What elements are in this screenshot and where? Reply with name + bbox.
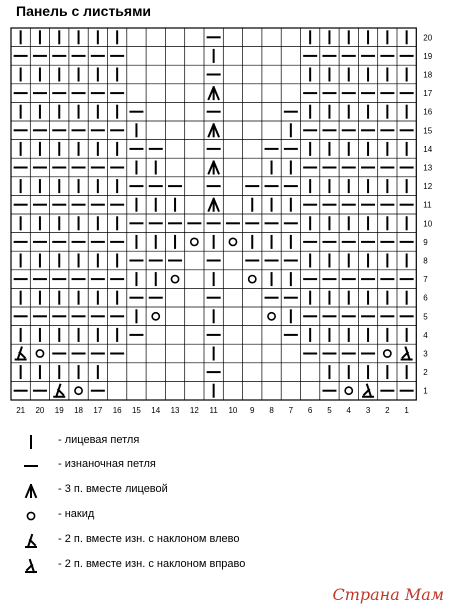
row-number-label: 18: [423, 70, 433, 80]
column-number-label: 5: [327, 406, 332, 415]
row-number-label: 3: [423, 349, 428, 359]
column-number-label: 21: [16, 406, 26, 415]
row-number-label: 20: [423, 33, 433, 43]
legend-item: [14, 531, 334, 551]
three-together-symbol: [20, 481, 42, 501]
column-number-label: 19: [54, 406, 64, 415]
column-number-label: 1: [404, 406, 409, 415]
column-number-label: 9: [250, 406, 255, 415]
legend-item: [14, 506, 334, 526]
column-number-label: 8: [269, 406, 274, 415]
legend-item: [14, 456, 334, 476]
row-number-label: 11: [423, 200, 432, 210]
row-number-label: 4: [423, 330, 428, 340]
column-number-label: 16: [112, 406, 122, 415]
row-number-label: 8: [423, 256, 428, 266]
row-number-label: 7: [423, 275, 428, 285]
row-number-label: 17: [423, 89, 433, 99]
left-lean-symbol-glyph: [26, 535, 36, 547]
row-number-label: 16: [423, 107, 433, 117]
legend-label: - накид: [58, 508, 95, 520]
legend-label: - лицевая петля: [58, 434, 140, 446]
right-lean-symbol-glyph: [26, 560, 36, 572]
row-number-label: 6: [423, 293, 428, 303]
row-number-label: 19: [423, 51, 433, 61]
right-lean-symbol: [20, 556, 42, 576]
knit-symbol: [20, 432, 42, 452]
column-number-label: 10: [228, 406, 238, 415]
purl-symbol: [20, 456, 42, 476]
column-number-label: 7: [288, 406, 294, 415]
column-number-label: 3: [365, 406, 371, 415]
chart-grid: [11, 28, 416, 400]
legend-label: - 3 п. вместе лицевой: [58, 483, 168, 495]
column-number-label: 4: [346, 406, 351, 415]
column-number-label: 15: [131, 406, 141, 415]
row-number-label: 2: [423, 368, 428, 378]
legend-label: - 2 п. вместе изн. с наклоном влево: [58, 533, 240, 545]
row-number-label: 10: [423, 219, 433, 229]
row-number-label: 1: [423, 386, 428, 396]
legend-label: - 2 п. вместе изн. с наклоном вправо: [58, 558, 246, 570]
yarn-over-symbol: [20, 506, 42, 526]
legend-item: [14, 481, 334, 501]
row-number-label: 9: [423, 237, 428, 247]
legend-item: [14, 556, 334, 576]
column-number-label: 11: [209, 406, 218, 415]
column-number-label: 2: [385, 406, 390, 415]
row-number-label: 14: [423, 144, 433, 154]
watermark: Страна Мам: [332, 585, 444, 604]
row-number-label: 5: [423, 312, 428, 322]
left-lean-symbol: [20, 531, 42, 551]
row-number-label: 12: [423, 182, 433, 192]
column-number-label: 17: [93, 406, 103, 415]
three-together-symbol-glyph: [26, 485, 36, 497]
column-number-label: 13: [170, 406, 180, 415]
legend-label: - изнаночная петля: [58, 458, 156, 470]
column-number-label: 14: [151, 406, 161, 415]
legend: [14, 432, 334, 582]
column-number-label: 6: [307, 406, 313, 415]
page-title: Панель с листьями: [16, 3, 152, 19]
column-number-label: 12: [189, 406, 199, 415]
row-number-label: 15: [423, 126, 433, 136]
column-number-label: 20: [35, 406, 45, 415]
legend-item: [14, 432, 334, 452]
row-number-label: 13: [423, 163, 433, 173]
column-number-label: 18: [74, 406, 84, 415]
yarn-over-symbol-glyph: [27, 512, 34, 519]
